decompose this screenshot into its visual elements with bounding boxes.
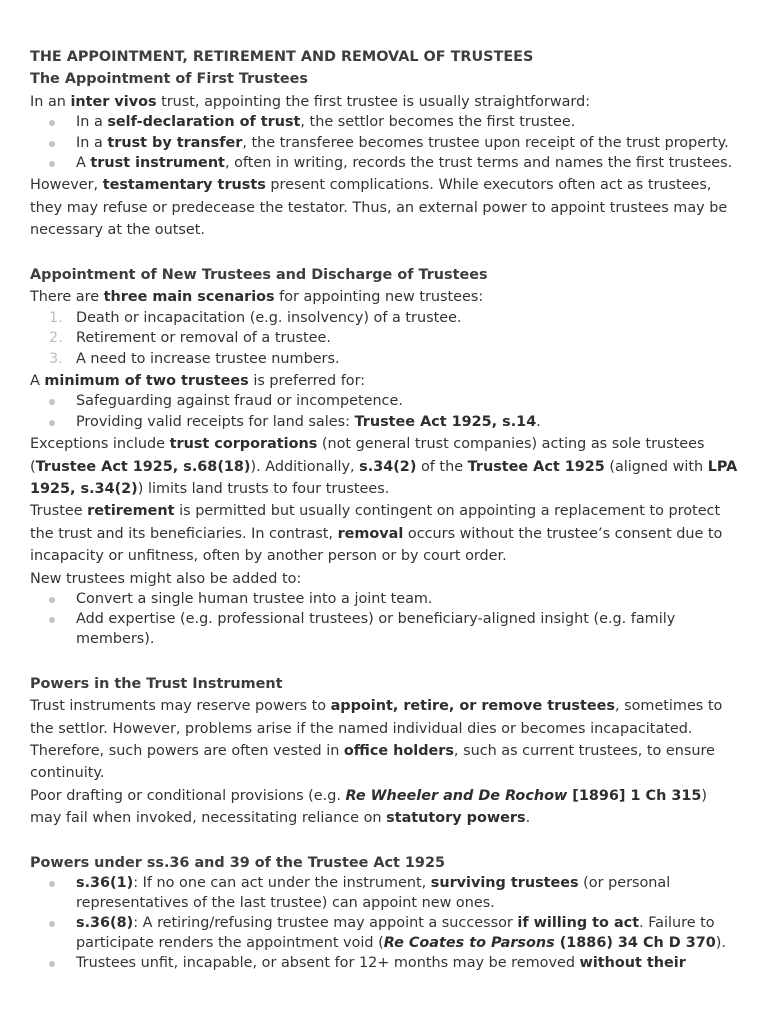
exceptions-paragraph: Exceptions include trust corporations (not general trust companies) acting as sole trustees (Trustee Act 1925, s.68(18)). Additionally, s.34(2) of the Trustee Act 1925 (aligned with LPA 1925, s.34(2)) limits land trusts to four trustees. bbox=[30, 436, 738, 497]
added-trustees-intro: New trustees might also be added to: bbox=[30, 570, 302, 587]
list-item: 2. Retirement or removal of a trustee. bbox=[49, 330, 331, 347]
list-item: A trust instrument, often in writing, records the trust terms and names the first trustees. bbox=[30, 154, 738, 174]
testamentary-paragraph: However, testamentary trusts present complications. While executors often act as trustees, they may refuse or predecease the testator. Thus, an external power to appoint trustees may be necessary at the outset. bbox=[30, 177, 728, 239]
poor-drafting-paragraph: Poor drafting or conditional provisions (e.g. Re Wheeler and De Rochow [1896] 1 Ch 315) may fail when invoked, necessitating reliance on statutory powers. bbox=[30, 787, 708, 827]
spacer bbox=[30, 650, 738, 672]
list-item: Safeguarding against fraud or incompetence. bbox=[30, 392, 738, 412]
list-item: In a trust by transfer, the transferee becomes trustee upon receipt of the trust property. bbox=[30, 134, 738, 154]
retirement-paragraph: Trustee retirement is permitted but usually contingent on appointing a replacement to protect the trust and its beneficiaries. In contrast, removal occurs without the trustee’s consent due to incapacity or unfitness, often by another person or by court order. bbox=[30, 503, 723, 565]
scenarios-intro: There are three main scenarios for appointing new trustees: bbox=[30, 289, 484, 306]
spacer bbox=[30, 242, 738, 264]
section-heading-first-trustees: The Appointment of First Trustees bbox=[30, 71, 308, 88]
trust-instrument-paragraph: Trust instruments may reserve powers to appoint, retire, or remove trustees, sometimes to the settlor. However, problems arise if the named individual dies or becomes incapacitated. Therefore, such powers are often vested in office holders, such as current trustees, to ensure continuity. bbox=[30, 698, 723, 782]
document-title: THE APPOINTMENT, RETIREMENT AND REMOVAL OF TRUSTEES bbox=[30, 49, 534, 65]
list-item: Providing valid receipts for land sales: Trustee Act 1925, s.14. bbox=[30, 413, 738, 433]
list-item: In a self-declaration of trust, the settlor becomes the first trustee. bbox=[30, 113, 738, 133]
scenarios-list bbox=[30, 309, 738, 369]
list-item: Convert a single human trustee into a joint team. bbox=[30, 590, 738, 610]
section-heading-trust-instrument: Powers in the Trust Instrument bbox=[30, 675, 283, 692]
list-item: 3. A need to increase trustee numbers. bbox=[49, 350, 340, 367]
list-item: 1. Death or incapacitation (e.g. insolvency) of a trustee. bbox=[49, 309, 462, 326]
minimum-trustees-intro: A minimum of two trustees is preferred for: bbox=[30, 372, 366, 389]
list-item: Add expertise (e.g. professional trustees) or beneficiary-aligned insight (e.g. family members). bbox=[30, 610, 738, 649]
minimum-trustees-list bbox=[30, 392, 738, 432]
first-trustees-list bbox=[30, 113, 738, 173]
spacer bbox=[30, 830, 738, 852]
list-item: s.36(8): A retiring/refusing trustee may appoint a successor if willing to act. Failure to participate renders the appointment void (Re Coates to Parsons (1886) 34 Ch D 370). bbox=[30, 914, 738, 953]
statutory-powers-list bbox=[30, 874, 738, 974]
section-heading-statutory-powers: Powers under ss.36 and 39 of the Trustee Act 1925 bbox=[30, 855, 445, 872]
list-item: s.36(1): If no one can act under the instrument, surviving trustees (or personal representatives of the last trustee) can appoint new ones. bbox=[30, 874, 738, 913]
section-heading-new-trustees: Appointment of New Trustees and Discharge of Trustees bbox=[30, 267, 488, 283]
added-trustees-list bbox=[30, 590, 738, 650]
first-trustees-intro: In an inter vivos trust, appointing the first trustee is usually straightforward: bbox=[30, 93, 591, 110]
list-item: Trustees unfit, incapable, or absent for 12+ months may be removed without their bbox=[30, 954, 738, 974]
